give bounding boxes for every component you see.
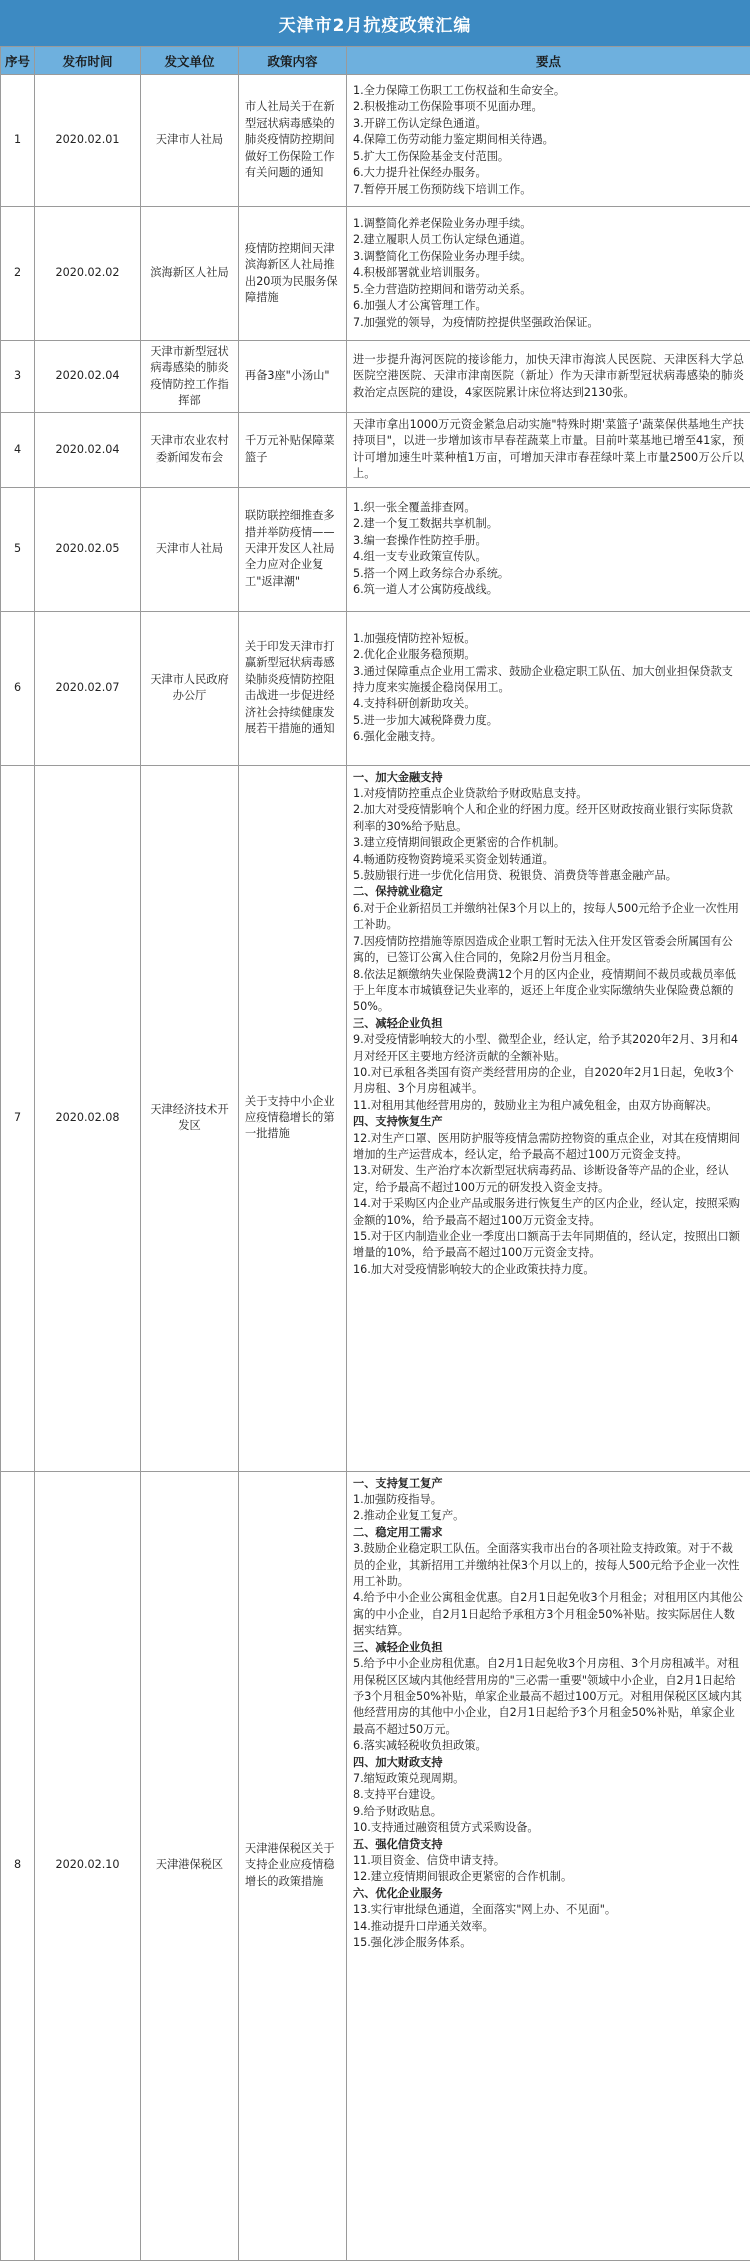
key-point: 11.对租用其他经营用房的，鼓励业主为租户减免租金，由双方协商解决。	[353, 1098, 718, 1112]
key-point: 7.暂停开展工伤预防线下培训工作。	[353, 182, 532, 196]
header-points: 要点	[347, 47, 750, 75]
section-heading: 二、稳定用工需求	[353, 1525, 443, 1539]
row-date: 2020.02.02	[35, 207, 141, 341]
header-date: 发布时间	[35, 47, 141, 75]
header-issuer: 发文单位	[141, 47, 239, 75]
section-heading: 三、减轻企业负担	[353, 1016, 443, 1030]
key-point: 6.强化金融支持。	[353, 730, 442, 744]
row-issuer: 天津市农业农村委新闻发布会	[141, 413, 239, 488]
row-policy-content: 天津港保税区关于支持企业应疫情稳增长的政策措施	[239, 1471, 347, 2260]
key-point: 9.对受疫情影响较大的小型、微型企业，经认定，给予其2020年2月、3月和4月对经开区主要地方经济贡献的全额补贴。	[353, 1033, 738, 1063]
key-point: 2.加大对受疫情影响个人和企业的纾困力度。经开区财政按商业银行实际贷款利率的30%给予贴息。	[353, 803, 733, 833]
key-point: 14.推动提升口岸通关效率。	[353, 1919, 494, 1933]
key-point: 7.加强党的领导，为疫情防控提供坚强政治保证。	[353, 315, 599, 329]
key-point: 3.建立疫情期间银政企更紧密的合作机制。	[353, 836, 566, 850]
section-heading: 六、优化企业服务	[353, 1886, 443, 1900]
section-heading: 二、保持就业稳定	[353, 885, 443, 899]
key-point: 3.开辟工伤认定绿色通道。	[353, 116, 487, 130]
row-number: 2	[1, 207, 35, 341]
row-number: 8	[1, 1471, 35, 2260]
key-point: 5.扩大工伤保险基金支付范围。	[353, 149, 510, 163]
row-issuer: 天津市人民政府办公厅	[141, 611, 239, 765]
key-point: 4.支持科研创新助攻关。	[353, 697, 476, 711]
row-key-points	[347, 341, 750, 413]
row-key-points	[347, 1471, 750, 2260]
key-point: 2.优化企业服务稳预期。	[353, 648, 476, 662]
key-point: 8.依法足额缴纳失业保险费满12个月的区内企业，疫情期间不裁员或裁员率低于上年度本市城镇登记失业率的，返还上年度企业实际缴纳失业保险费总额的50%。	[353, 967, 736, 1014]
key-point: 6.加强人才公寓管理工作。	[353, 299, 487, 313]
table-header-row	[1, 47, 750, 75]
row-key-points	[347, 413, 750, 488]
table-row	[1, 765, 750, 1471]
table-row	[1, 1471, 750, 2260]
key-point: 4.积极部署就业培训服务。	[353, 266, 487, 280]
key-point: 3.鼓励企业稳定职工队伍。全面落实我市出台的各项社险支持政策。对于不裁员的企业，其新招用工并缴纳社保3个月以上的，按每人500元给予企业一次性用工补助。	[353, 1542, 740, 1589]
policy-table	[0, 46, 750, 2261]
row-policy-content: 市人社局关于在新型冠状病毒感染的肺炎疫情防控期间做好工伤保险工作有关问题的通知	[239, 75, 347, 207]
key-point: 5.鼓励银行进一步优化信用贷、税银贷、消费贷等普惠金融产品。	[353, 869, 677, 883]
section-heading: 四、加大财政支持	[353, 1755, 443, 1769]
row-key-points	[347, 611, 750, 765]
row-date: 2020.02.01	[35, 75, 141, 207]
table-row	[1, 413, 750, 488]
key-point: 2.建一个复工数据共享机制。	[353, 517, 498, 531]
row-number: 3	[1, 341, 35, 413]
row-key-points	[347, 75, 750, 207]
key-point: 6.大力提升社保经办服务。	[353, 166, 487, 180]
header-number: 序号	[1, 47, 35, 75]
key-point: 15.对于区内制造业企业一季度出口额高于去年同期值的，经认定，按照出口额增量的10%，给予最高不超过100万元资金支持。	[353, 1230, 740, 1260]
key-point: 8.支持平台建设。	[353, 1788, 442, 1802]
section-heading: 四、支持恢复生产	[353, 1115, 443, 1129]
row-policy-content: 联防联控细推查多措并举防疫情——天津开发区人社局全力应对企业复工"返津潮"	[239, 487, 347, 611]
row-policy-content: 疫情防控期间天津滨海新区人社局推出20项为民服务保障措施	[239, 207, 347, 341]
key-point: 4.给予中小企业公寓租金优惠。自2月1日起免收3个月租金；对租用区内其他公寓的中小企业，自2月1日起给予承租方3个月租金50%补贴。按实际居住人数据实结算。	[353, 1591, 744, 1638]
row-number: 6	[1, 611, 35, 765]
key-point-paragraph: 进一步提升海河医院的接诊能力，加快天津市海滨人民医院、天津医科大学总医院空港医院、天津市津南医院（新址）作为天津市新型冠状病毒感染的肺炎救治定点医院的建设，4家医院累计床位将达到2130张。	[353, 352, 744, 399]
row-date: 2020.02.04	[35, 341, 141, 413]
key-point: 1.全力保障工伤职工工伤权益和生命安全。	[353, 84, 566, 98]
row-number: 4	[1, 413, 35, 488]
key-point: 1.织一张全覆盖排查网。	[353, 500, 476, 514]
key-point: 2.积极推动工伤保险事项不见面办理。	[353, 100, 543, 114]
key-point: 12.建立疫情期间银政企更紧密的合作机制。	[353, 1870, 573, 1884]
table-row	[1, 75, 750, 207]
row-key-points	[347, 487, 750, 611]
row-policy-content: 再备3座"小汤山"	[239, 341, 347, 413]
key-point: 4.保障工伤劳动能力鉴定期间相关待遇。	[353, 133, 554, 147]
row-date: 2020.02.07	[35, 611, 141, 765]
row-issuer: 天津市新型冠状病毒感染的肺炎疫情防控工作指挥部	[141, 341, 239, 413]
row-issuer: 天津经济技术开发区	[141, 765, 239, 1471]
key-point: 5.搭一个网上政务综合办系统。	[353, 566, 510, 580]
key-point: 15.强化涉企服务体系。	[353, 1936, 472, 1949]
key-point: 4.畅通防疫物资跨境采买资金划转通道。	[353, 852, 554, 866]
key-point: 1.加强疫情防控补短板。	[353, 631, 476, 645]
key-point: 5.进一步加大减税降费力度。	[353, 713, 498, 727]
row-date: 2020.02.05	[35, 487, 141, 611]
row-key-points	[347, 207, 750, 341]
key-point: 2.推动企业复工复产。	[353, 1509, 465, 1523]
row-issuer: 天津市人社局	[141, 75, 239, 207]
key-point: 6.对于企业新招员工并缴纳社保3个月以上的，按每人500元给予企业一次性用工补助。	[353, 901, 739, 932]
row-issuer: 滨海新区人社局	[141, 207, 239, 341]
key-point: 1.调整简化养老保险业务办理手续。	[353, 217, 532, 231]
key-point: 5.给予中小企业房租优惠。自2月1日起免收3个月房租、3个月房租减半。对租用保税区区域内其他经营用房的"三必需一重要"领域中小企业，自2月1日起给予3个月租金50%补贴，单家企业最高不超过100万元。对租用保税区区域内其他经营用房的其他中小企业，自2月1日起给予3个月租金50%补贴，单家企业最高不超过50万元。	[353, 1657, 742, 1736]
row-number: 7	[1, 765, 35, 1471]
row-date: 2020.02.04	[35, 413, 141, 488]
row-date: 2020.02.08	[35, 765, 141, 1471]
key-point: 3.通过保障重点企业用工需求、鼓励企业稳定职工队伍、加大创业担保贷款支持力度来实施援企稳岗保用工。	[353, 664, 733, 694]
key-point: 10.对已承租各类国有资产类经营用房的企业，自2020年2月1日起，免收3个月房租、3个月房租减半。	[353, 1065, 734, 1096]
table-row	[1, 341, 750, 413]
row-date: 2020.02.10	[35, 1471, 141, 2260]
key-point: 2.建立履职人员工伤认定绿色通道。	[353, 233, 532, 247]
table-row	[1, 611, 750, 765]
section-heading: 一、支持复工复产	[353, 1476, 443, 1490]
row-number: 1	[1, 75, 35, 207]
header-content: 政策内容	[239, 47, 347, 75]
table-row	[1, 207, 750, 341]
table-row	[1, 487, 750, 611]
row-policy-content: 关于印发天津市打赢新型冠状病毒感染肺炎疫情防控阻击战进一步促进经济社会持续健康发展若干措施的通知	[239, 611, 347, 765]
key-point: 5.全力营造防控期间和谐劳动关系。	[353, 282, 532, 296]
key-point: 1.加强防疫指导。	[353, 1493, 442, 1507]
key-point: 6.落实减轻税收负担政策。	[353, 1739, 487, 1753]
page-title: 天津市2月抗疫政策汇编	[0, 0, 750, 46]
row-issuer: 天津市人社局	[141, 487, 239, 611]
row-number: 5	[1, 487, 35, 611]
key-point: 10.支持通过融资租赁方式采购设备。	[353, 1821, 539, 1835]
key-point: 16.加大对受疫情影响较大的企业政策扶持力度。	[353, 1262, 595, 1276]
row-policy-content: 关于支持中小企业应疫情稳增长的第一批措施	[239, 765, 347, 1471]
key-point: 9.给予财政贴息。	[353, 1804, 442, 1818]
row-issuer: 天津港保税区	[141, 1471, 239, 2260]
key-point: 13.实行审批绿色通道，全面落实"网上办、不见面"。	[353, 1903, 617, 1917]
row-key-points	[347, 765, 750, 1471]
section-heading: 五、强化信贷支持	[353, 1837, 443, 1851]
key-point: 6.筑一道人才公寓防疫战线。	[353, 582, 498, 596]
key-point: 4.组一支专业政策宣传队。	[353, 550, 487, 564]
key-point: 7.缩短政策兑现周期。	[353, 1771, 465, 1785]
section-heading: 一、加大金融支持	[353, 770, 443, 784]
key-point: 3.调整简化工伤保险业务办理手续。	[353, 249, 532, 263]
row-policy-content: 千万元补贴保障菜篮子	[239, 413, 347, 488]
key-point: 7.因疫情防控措施等原因造成企业职工暂时无法入住开发区管委会所属国有公寓的，已签订公寓入住合同的，免除2月份当月租金。	[353, 934, 733, 965]
key-point: 12.对生产口罩、医用防护服等疫情急需防控物资的重点企业，对其在疫情期间增加的生产运营成本，经认定，给予最高不超过100万元资金支持。	[353, 1131, 740, 1161]
key-point: 11.项目资金、信贷申请支持。	[353, 1853, 506, 1867]
key-point: 1.对疫情防控重点企业贷款给予财政贴息支持。	[353, 787, 588, 801]
table-body	[1, 75, 750, 2261]
key-point-paragraph: 天津市拿出1000万元资金紧急启动实施"特殊时期'菜篮子'蔬菜保供基地生产扶持项目"，以进一步增加该市早春茬蔬菜上市量。目前叶菜基地已增至41家，预计可增加速生叶菜种植1万亩，可增加天津市春茬绿叶菜上市量2500万公斤以上。	[353, 418, 744, 481]
section-heading: 三、减轻企业负担	[353, 1640, 443, 1654]
key-point: 14.对于采购区内企业产品或服务进行恢复生产的区内企业，经认定，按照采购金额的10%，给予最高不超过100万元资金支持。	[353, 1197, 740, 1227]
key-point: 3.编一套操作性防控手册。	[353, 533, 487, 547]
key-point: 13.对研发、生产治疗本次新型冠状病毒药品、诊断设备等产品的企业，经认定，给予最高不超过100万元的研发投入资金支持。	[353, 1164, 729, 1194]
